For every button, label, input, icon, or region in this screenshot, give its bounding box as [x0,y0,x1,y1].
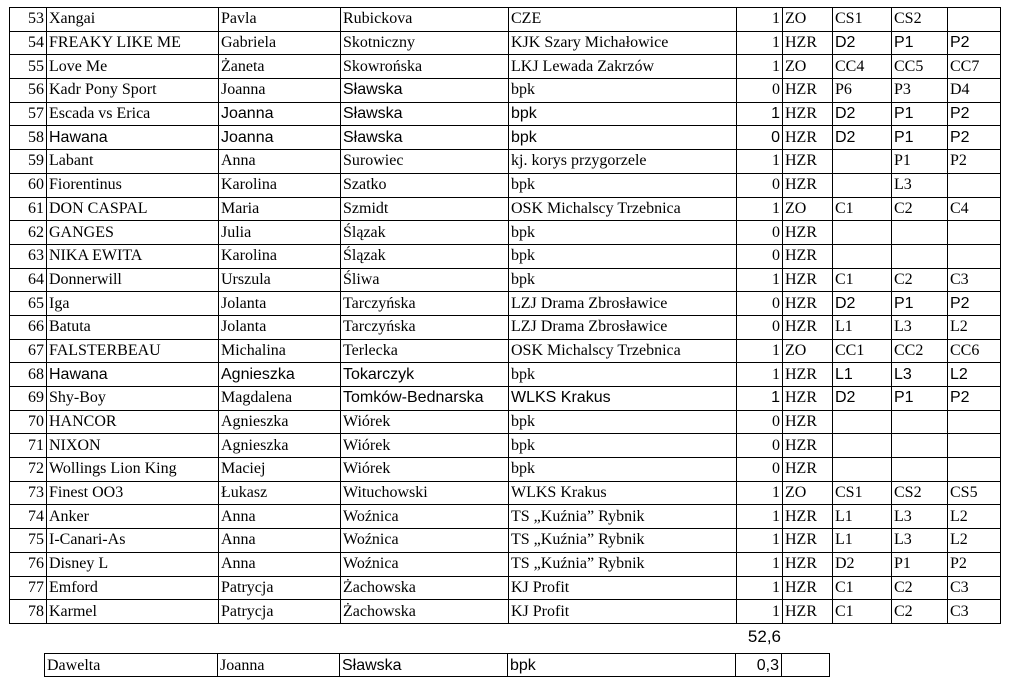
rider-first-name: Anna [219,505,341,529]
rider-first-name: Joanna [218,654,340,677]
result-code-2: C2 [892,576,948,600]
result-code-2: P1 [892,292,948,316]
points: 0 [737,458,783,482]
result-code-1 [833,410,892,434]
points: 1 [737,197,783,221]
class-code: ZO [783,55,833,79]
points: 0 [737,244,783,268]
result-code-1 [833,150,892,174]
club-name: OSK Michalscy Trzebnica [509,339,737,363]
rider-first-name: Joanna [219,79,341,103]
table-row [10,552,1001,576]
result-code-3: P2 [948,126,1001,150]
table-row [10,529,1001,553]
row-number: 73 [10,481,47,505]
club-name: bpk [509,363,737,387]
result-code-2: P3 [892,79,948,103]
results-table [9,7,1001,624]
rider-last-name: Sławska [341,102,509,126]
horse-name: Karmel [47,600,219,624]
class-code: HZR [783,31,833,55]
rider-first-name: Łukasz [219,481,341,505]
result-code-2 [892,410,948,434]
rider-first-name: Joanna [219,126,341,150]
rider-last-name: Wiórek [341,434,509,458]
result-code-2: L3 [892,363,948,387]
result-code-2: C2 [892,268,948,292]
table-row [10,576,1001,600]
row-number: 66 [10,315,47,339]
table-row [10,221,1001,245]
points: 0 [737,79,783,103]
row-number: 70 [10,410,47,434]
extra-entry-table-wrapper [44,653,830,677]
rider-last-name: Wiórek [341,410,509,434]
row-number: 60 [10,173,47,197]
rider-last-name: Tokarczyk [341,363,509,387]
result-code-2: L3 [892,505,948,529]
points: 0 [737,221,783,245]
club-name: bpk [509,434,737,458]
table-row [10,339,1001,363]
result-code-3 [948,173,1001,197]
club-name: KJ Profit [509,576,737,600]
class-code: HZR [783,458,833,482]
result-code-3: L2 [948,505,1001,529]
table-row [10,600,1001,624]
club-name: bpk [508,654,736,677]
class-code: HZR [783,221,833,245]
table-row [10,292,1001,316]
result-code-2: C2 [892,600,948,624]
club-name: CZE [509,8,737,32]
table-row [10,173,1001,197]
result-code-1 [833,244,892,268]
points: 1 [737,387,783,411]
result-code-3: P2 [948,552,1001,576]
result-code-1: D2 [833,387,892,411]
result-code-1: D2 [833,126,892,150]
extra-value: 0,3 [736,654,782,677]
rider-first-name: Urszula [219,268,341,292]
points: 1 [737,8,783,32]
horse-name: Labant [47,150,219,174]
rider-last-name: Tarczyńska [341,292,509,316]
rider-last-name: Woźnica [341,552,509,576]
horse-name: Love Me [47,55,219,79]
result-code-2: CC5 [892,55,948,79]
result-code-2: L3 [892,529,948,553]
row-number: 55 [10,55,47,79]
table-row [10,150,1001,174]
class-code: ZO [783,339,833,363]
club-name: WLKS Krakus [509,481,737,505]
rider-first-name: Anna [219,552,341,576]
result-code-3: C3 [948,576,1001,600]
club-name: LKJ Lewada Zakrzów [509,55,737,79]
row-number: 65 [10,292,47,316]
horse-name: Finest OO3 [47,481,219,505]
result-code-2: C2 [892,197,948,221]
points: 0 [737,410,783,434]
rider-last-name: Terlecka [341,339,509,363]
row-number: 61 [10,197,47,221]
horse-name: Hawana [47,363,219,387]
points: 1 [737,552,783,576]
rider-first-name: Patrycja [219,576,341,600]
horse-name: FREAKY LIKE ME [47,31,219,55]
horse-name: Fiorentinus [47,173,219,197]
result-code-1: CS1 [833,481,892,505]
table-row [10,244,1001,268]
result-code-2 [892,458,948,482]
club-name: LZJ Drama Zbrosławice [509,315,737,339]
rider-first-name: Maria [219,197,341,221]
rider-first-name: Julia [219,221,341,245]
points: 1 [737,481,783,505]
result-code-1: C1 [833,197,892,221]
result-code-1 [833,173,892,197]
club-name: bpk [509,79,737,103]
result-code-3: CC7 [948,55,1001,79]
result-code-2: P1 [892,387,948,411]
class-code: HZR [783,150,833,174]
table-row [10,410,1001,434]
result-code-1: D2 [833,31,892,55]
horse-name: DON CASPAL [47,197,219,221]
points: 1 [737,150,783,174]
points: 1 [737,339,783,363]
row-number: 74 [10,505,47,529]
club-name: bpk [509,102,737,126]
extra-entry-row [45,654,830,677]
table-row [10,31,1001,55]
results-table-body [10,8,1001,624]
club-name: bpk [509,410,737,434]
points: 1 [737,55,783,79]
class-code: HZR [783,315,833,339]
points: 0 [737,292,783,316]
class-code: HZR [783,126,833,150]
result-code-1 [833,458,892,482]
table-row [10,102,1001,126]
horse-name: GANGES [47,221,219,245]
table-row [10,387,1001,411]
result-code-1: CC4 [833,55,892,79]
horse-name: Hawana [47,126,219,150]
table-row [10,8,1001,32]
horse-name: NIKA EWITA [47,244,219,268]
result-code-1: L1 [833,363,892,387]
result-code-2: CS2 [892,8,948,32]
points: 0 [737,126,783,150]
horse-name: Iga [47,292,219,316]
rider-last-name: Surowiec [341,150,509,174]
table-row [10,268,1001,292]
club-name: bpk [509,126,737,150]
result-code-3: L2 [948,363,1001,387]
result-code-3: P2 [948,292,1001,316]
rider-last-name: Tomków-Bednarska [341,387,509,411]
class-code: HZR [783,600,833,624]
points: 0 [737,434,783,458]
result-code-2: L3 [892,173,948,197]
row-number: 68 [10,363,47,387]
result-code-2 [892,244,948,268]
result-code-3: CS5 [948,481,1001,505]
horse-name: Wollings Lion King [47,458,219,482]
result-code-1: P6 [833,79,892,103]
rider-first-name: Anna [219,529,341,553]
rider-last-name: Śliwa [341,268,509,292]
row-number: 71 [10,434,47,458]
rider-first-name: Michalina [219,339,341,363]
rider-last-name: Woźnica [341,505,509,529]
result-code-3 [948,8,1001,32]
class-code: HZR [783,505,833,529]
points: 1 [737,268,783,292]
rider-first-name: Patrycja [219,600,341,624]
result-code-1: C1 [833,576,892,600]
table-row [10,458,1001,482]
rider-last-name: Żachowska [341,600,509,624]
rider-last-name: Rubickova [341,8,509,32]
points: 1 [737,363,783,387]
points: 1 [737,505,783,529]
extra-entry-table [44,653,830,677]
result-code-3 [948,434,1001,458]
horse-name: Batuta [47,315,219,339]
rider-first-name: Agnieszka [219,363,341,387]
total-value: 52,6 [747,627,781,646]
result-code-1 [833,434,892,458]
rider-first-name: Maciej [219,458,341,482]
club-name: bpk [509,268,737,292]
result-code-1: CS1 [833,8,892,32]
row-number: 62 [10,221,47,245]
class-code: HZR [783,410,833,434]
rider-first-name: Karolina [219,244,341,268]
result-code-3 [948,244,1001,268]
table-row [10,55,1001,79]
table-row [10,315,1001,339]
club-name: bpk [509,173,737,197]
row-number: 72 [10,458,47,482]
class-code: HZR [783,173,833,197]
horse-name: Shy-Boy [47,387,219,411]
club-name: OSK Michalscy Trzebnica [509,197,737,221]
class-code: HZR [783,552,833,576]
rider-last-name: Sławska [341,126,509,150]
row-number: 67 [10,339,47,363]
result-code-3: P2 [948,31,1001,55]
rider-last-name: Woźnica [341,529,509,553]
rider-first-name: Magdalena [219,387,341,411]
empty-cell [782,654,830,677]
rider-first-name: Gabriela [219,31,341,55]
horse-name: I-Canari-As [47,529,219,553]
result-code-3: CC6 [948,339,1001,363]
rider-last-name: Ślązak [341,221,509,245]
table-row [10,126,1001,150]
club-name: bpk [509,221,737,245]
row-number: 59 [10,150,47,174]
result-code-1: L1 [833,529,892,553]
result-code-3: L2 [948,529,1001,553]
result-code-1 [833,221,892,245]
result-code-2: P1 [892,31,948,55]
row-number: 54 [10,31,47,55]
club-name: WLKS Krakus [509,387,737,411]
table-row [10,79,1001,103]
rider-first-name: Anna [219,150,341,174]
table-row [10,197,1001,221]
result-code-3: C4 [948,197,1001,221]
result-code-3: L2 [948,315,1001,339]
rider-last-name: Sławska [340,654,508,677]
class-code: ZO [783,197,833,221]
horse-name: Xangai [47,8,219,32]
result-code-1: C1 [833,600,892,624]
table-row [10,505,1001,529]
results-table-wrapper [9,7,1001,624]
horse-name: Escada vs Erica [47,102,219,126]
horse-name: Disney L [47,552,219,576]
result-code-1: D2 [833,552,892,576]
points: 1 [737,576,783,600]
horse-name: NIXON [47,434,219,458]
row-number: 78 [10,600,47,624]
rider-first-name: Pavla [219,8,341,32]
result-code-1: L1 [833,315,892,339]
row-number: 57 [10,102,47,126]
table-row [10,363,1001,387]
result-code-3: D4 [948,79,1001,103]
row-number: 56 [10,79,47,103]
rider-last-name: Żachowska [341,576,509,600]
rider-first-name: Jolanta [219,315,341,339]
points: 0 [737,315,783,339]
club-name: KJ Profit [509,600,737,624]
result-code-3: P2 [948,387,1001,411]
class-code: HZR [783,268,833,292]
table-row [10,481,1001,505]
result-code-3 [948,410,1001,434]
horse-name: Dawelta [45,654,218,677]
result-code-3: P2 [948,102,1001,126]
row-number: 53 [10,8,47,32]
class-code: HZR [783,387,833,411]
row-number: 63 [10,244,47,268]
club-name: TS „Kuźnia” Rybnik [509,505,737,529]
class-code: HZR [783,292,833,316]
result-code-2: P1 [892,150,948,174]
class-code: HZR [783,244,833,268]
club-name: bpk [509,458,737,482]
rider-last-name: Skotniczny [341,31,509,55]
horse-name: Donnerwill [47,268,219,292]
rider-first-name: Agnieszka [219,410,341,434]
club-name: TS „Kuźnia” Rybnik [509,529,737,553]
result-code-2 [892,434,948,458]
class-code: HZR [783,79,833,103]
points: 1 [737,102,783,126]
horse-name: Emford [47,576,219,600]
class-code: HZR [783,102,833,126]
points: 1 [737,31,783,55]
rider-first-name: Joanna [219,102,341,126]
points: 1 [737,529,783,553]
rider-first-name: Jolanta [219,292,341,316]
result-code-2: P1 [892,102,948,126]
row-number: 69 [10,387,47,411]
class-code: HZR [783,434,833,458]
horse-name: FALSTERBEAU [47,339,219,363]
result-code-2 [892,221,948,245]
class-code: HZR [783,576,833,600]
horse-name: Anker [47,505,219,529]
rider-last-name: Skowrońska [341,55,509,79]
class-code: HZR [783,363,833,387]
result-code-2: CC2 [892,339,948,363]
club-name: LZJ Drama Zbrosławice [509,292,737,316]
result-code-3 [948,221,1001,245]
table-row [10,434,1001,458]
result-code-2: CS2 [892,481,948,505]
result-code-1: C1 [833,268,892,292]
rider-last-name: Szmidt [341,197,509,221]
club-name: KJK Szary Michałowice [509,31,737,55]
result-code-2: L3 [892,315,948,339]
horse-name: Kadr Pony Sport [47,79,219,103]
horse-name: HANCOR [47,410,219,434]
rider-last-name: Ślązak [341,244,509,268]
rider-last-name: Wiórek [341,458,509,482]
result-code-2: P1 [892,126,948,150]
points: 1 [737,600,783,624]
rider-last-name: Tarczyńska [341,315,509,339]
rider-first-name: Żaneta [219,55,341,79]
points: 0 [737,173,783,197]
row-number: 75 [10,529,47,553]
rider-last-name: Wituchowski [341,481,509,505]
result-code-3: C3 [948,268,1001,292]
row-number: 77 [10,576,47,600]
class-code: ZO [783,8,833,32]
rider-first-name: Karolina [219,173,341,197]
club-name: kj. korys przygorzele [509,150,737,174]
result-code-3: P2 [948,150,1001,174]
result-code-1: L1 [833,505,892,529]
result-code-1: CC1 [833,339,892,363]
class-code: ZO [783,481,833,505]
result-code-1: D2 [833,292,892,316]
result-code-3 [948,458,1001,482]
class-code: HZR [783,529,833,553]
result-code-3: C3 [948,600,1001,624]
result-code-1: D2 [833,102,892,126]
row-number: 58 [10,126,47,150]
rider-last-name: Szatko [341,173,509,197]
row-number: 76 [10,552,47,576]
rider-first-name: Agnieszka [219,434,341,458]
rider-last-name: Sławska [341,79,509,103]
result-code-2: P1 [892,552,948,576]
row-number: 64 [10,268,47,292]
club-name: TS „Kuźnia” Rybnik [509,552,737,576]
club-name: bpk [509,244,737,268]
